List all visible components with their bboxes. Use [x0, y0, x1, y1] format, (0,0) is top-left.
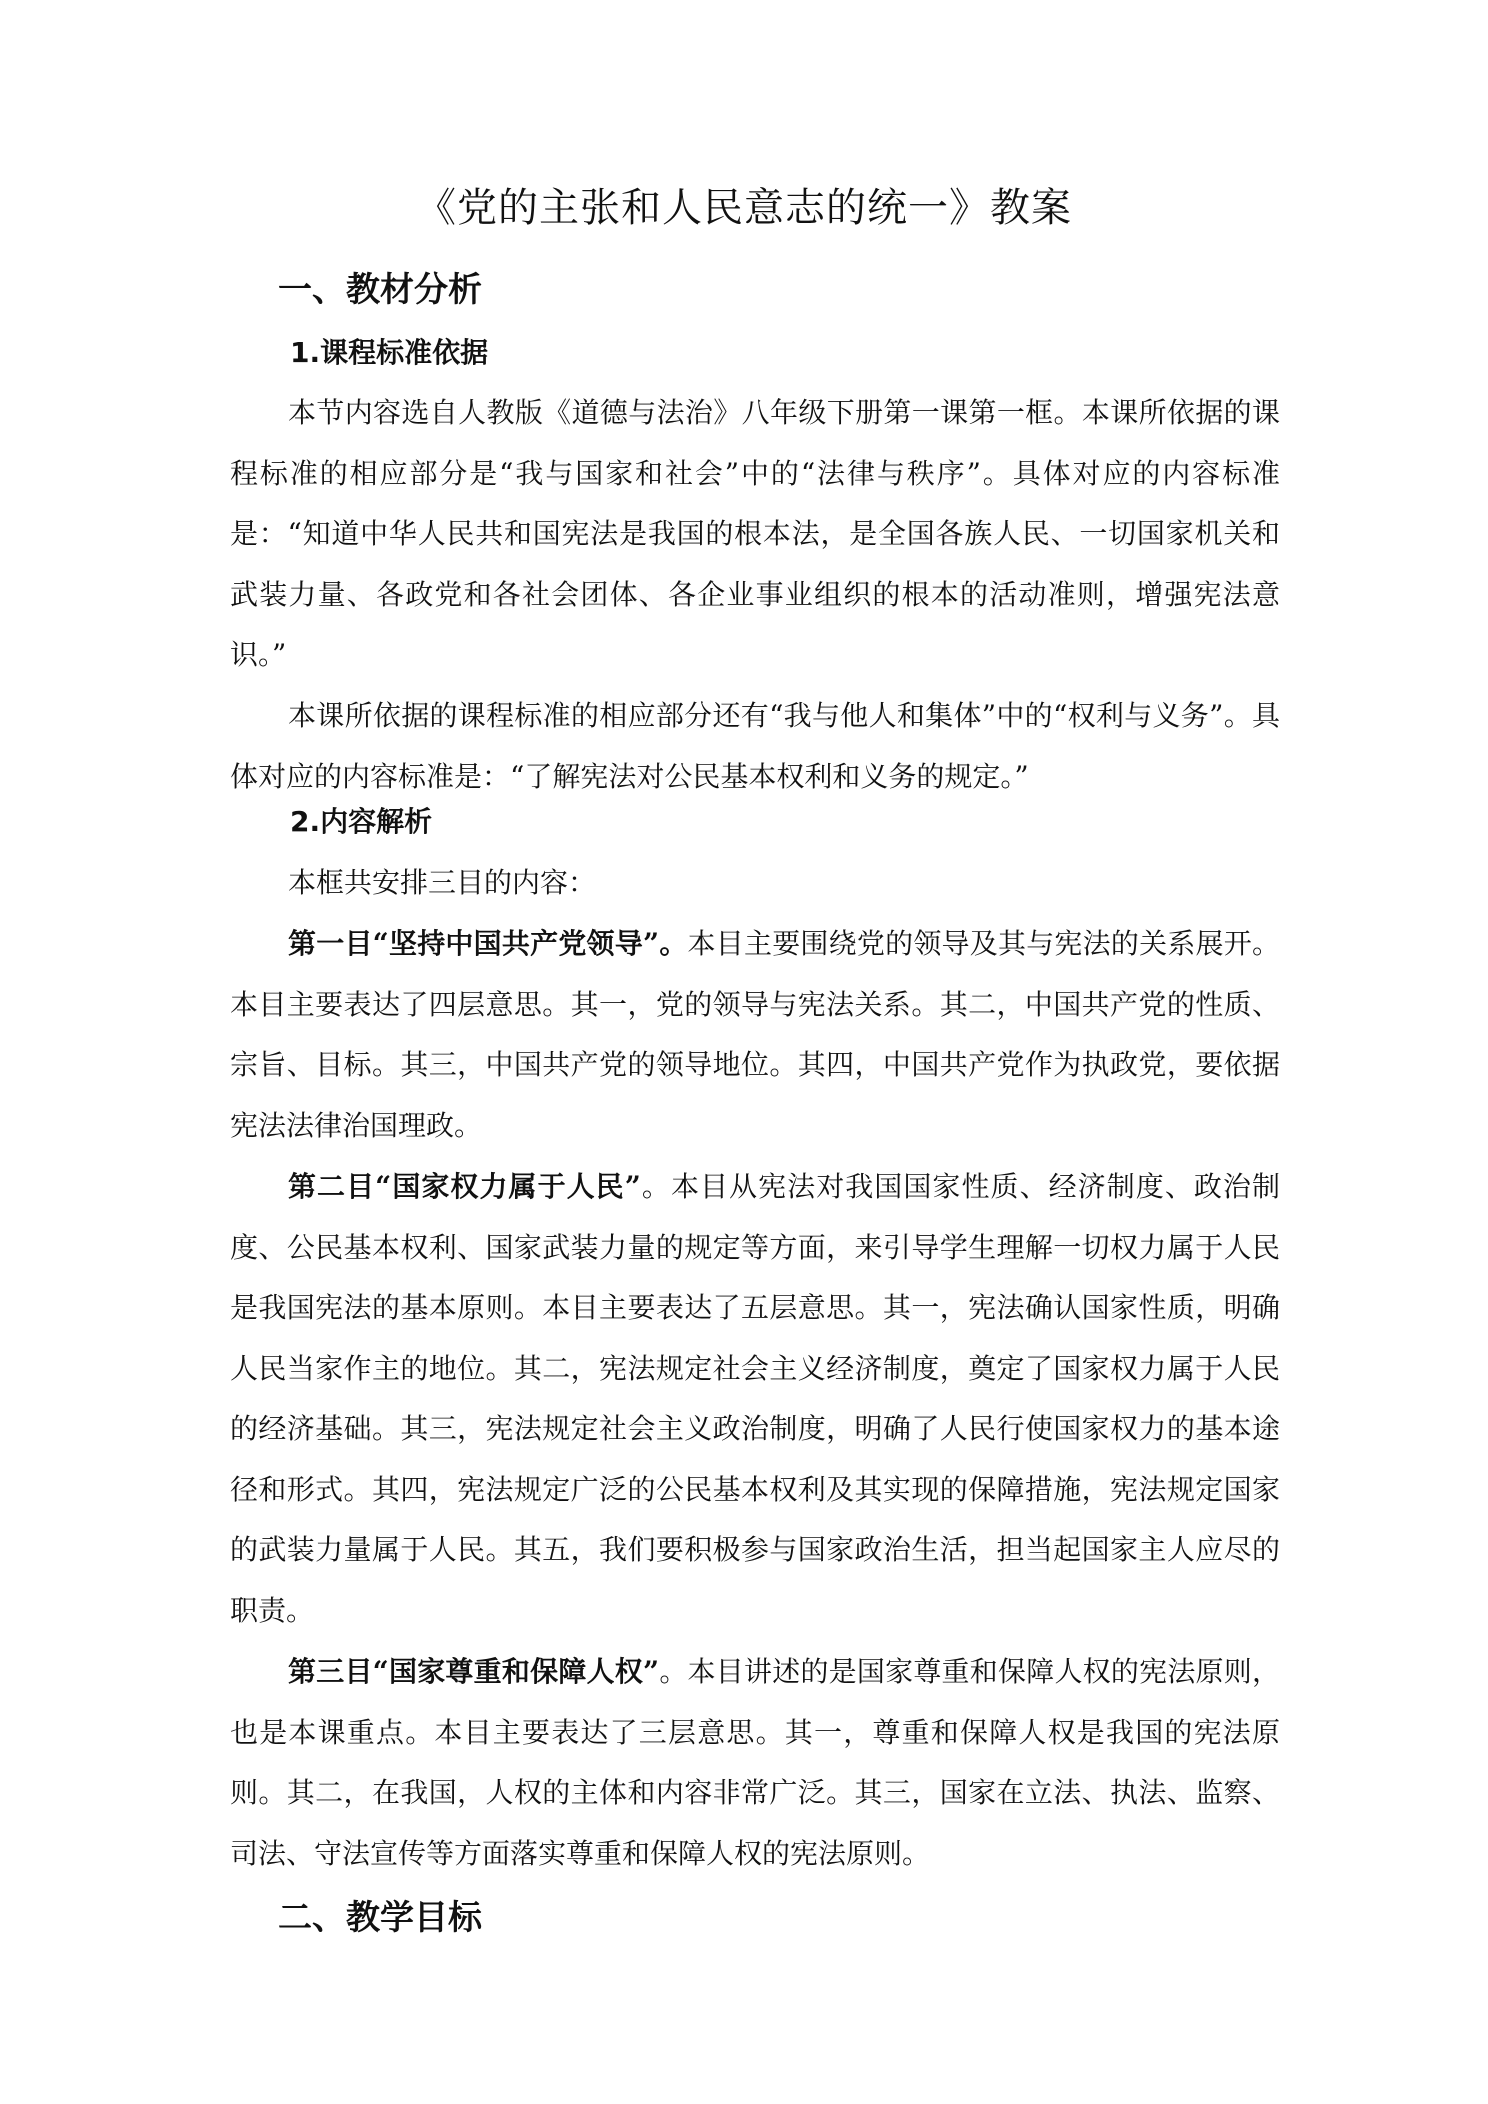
item-one-body: 本目主要围绕党的领导及其与宪法的关系展开。本目主要表达了四层意思。其一，党的领导与宪法关系。其二，中国共产党的性质、宗旨、目标。其三，中国共产党的领导地位。其四，中国共产党作为执政党，要依据宪法法律治国理政。	[230, 927, 1280, 1142]
item-one-lead: 第一目“坚持中国共产党领导”。	[288, 927, 688, 960]
paragraph-rights-obligations: 本课所依据的课程标准的相应部分还有“我与他人和集体”中的“权利与义务”。具体对应的内容标准是：“了解宪法对公民基本权利和义务的规定。”	[230, 699, 1280, 793]
subheading-content-analysis: 2.内容解析	[290, 805, 433, 838]
item-three-body: 。本目讲述的是国家尊重和保障人权的宪法原则，也是本课重点。本目主要表达了三层意思。其一，尊重和保障人权是我国的宪法原则。其二，在我国，人权的主体和内容非常广泛。其三，国家在立法、执法、监察、司法、守法宣传等方面落实尊重和保障人权的宪法原则。	[230, 1655, 1280, 1870]
paragraph-item-three	[230, 1642, 1280, 1884]
subheading-curriculum-standard: 1.课程标准依据	[290, 336, 489, 369]
section-heading-teaching-goals: 二、教学目标	[278, 1898, 482, 1938]
paragraph-curriculum-standard: 本节内容选自人教版《道德与法治》八年级下册第一课第一框。本课所依据的课程标准的相应部分是“我与国家和社会”中的“法律与秩序”。具体对应的内容标准是：“知道中华人民共和国宪法是我国的根本法，是全国各族人民、一切国家机关和武装力量、各政党和各社会团体、各企业事业组织的根本的活动准则，增强宪法意识。”	[230, 396, 1280, 671]
paragraph-item-one	[230, 914, 1280, 1156]
item-three-lead: 第三目“国家尊重和保障人权”	[288, 1655, 660, 1688]
item-two-lead: 第二目“国家权力属于人民”	[288, 1170, 641, 1203]
item-two-body: 。本目从宪法对我国国家性质、经济制度、政治制度、公民基本权利、国家武装力量的规定等方面，来引导学生理解一切权力属于人民是我国宪法的基本原则。本目主要表达了五层意思。其一，宪法确认国家性质，明确人民当家作主的地位。其二，宪法规定社会主义经济制度，奠定了国家权力属于人民的经济基础。其三，宪法规定社会主义政治制度，明确了人民行使国家权力的基本途径和形式。其四，宪法规定广泛的公民基本权利及其实现的保障措施，宪法规定国家的武装力量属于人民。其五，我们要积极参与国家政治生活，担当起国家主人应尽的职责。	[230, 1170, 1280, 1627]
section-heading-textbook-analysis: 一、教材分析	[278, 270, 482, 310]
paragraph-item-two	[230, 1157, 1280, 1641]
document-title: 《党的主张和人民意志的统一》教案	[416, 185, 1072, 231]
paragraph-intro: 本框共安排三目的内容：	[288, 866, 597, 899]
